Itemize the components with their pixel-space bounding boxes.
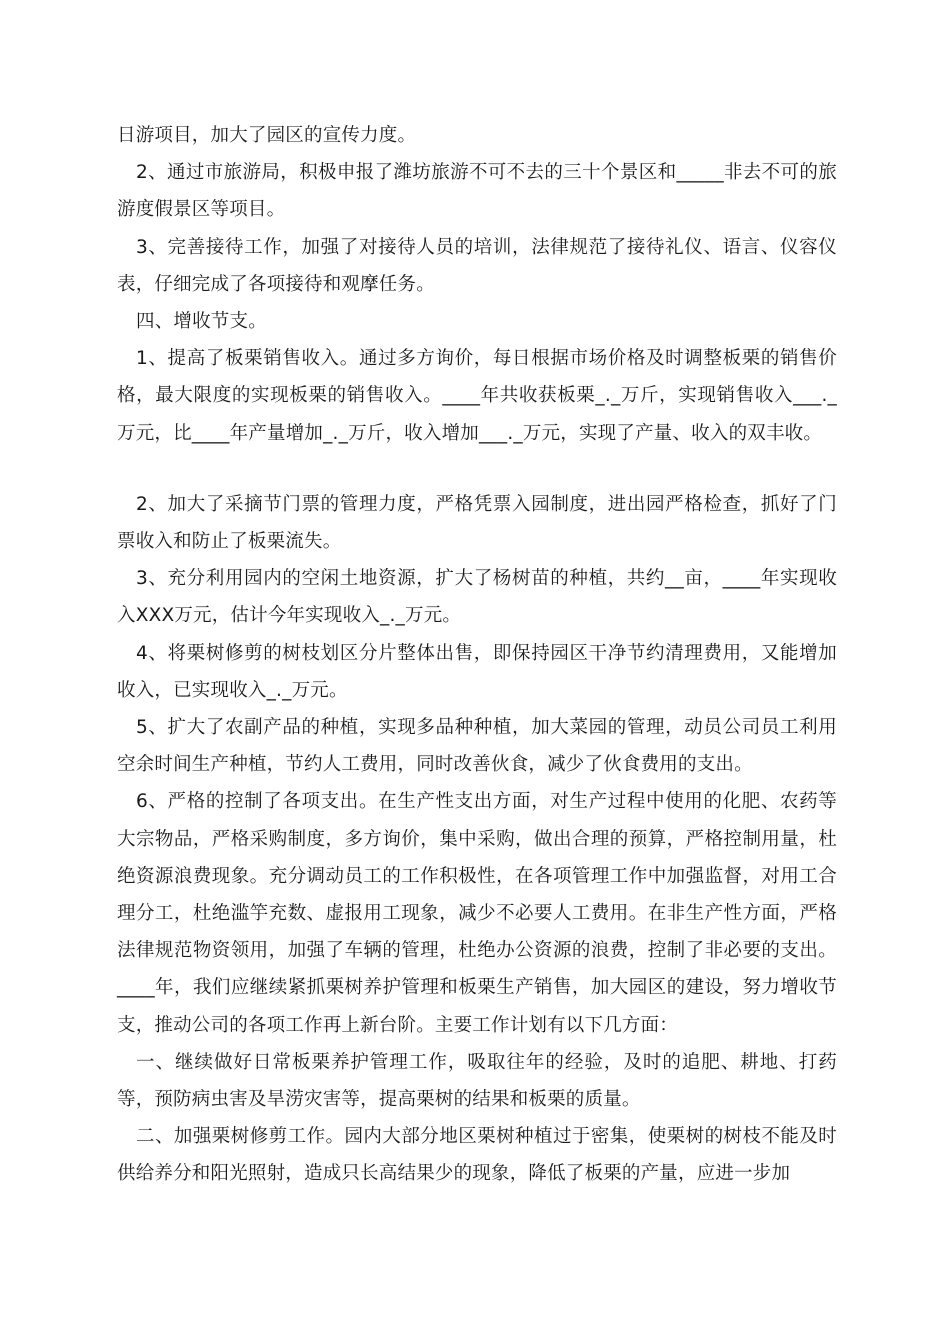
paragraph-plan-1: 一、继续做好日常板栗养护管理工作，吸取往年的经验，及时的追肥、耕地、打药等，预防病虫害及旱涝灾害等，提高栗树的结果和板栗的质量。 [117,1051,837,1111]
paragraph-continuation: 日游项目，加大了园区的宣传力度。 [117,125,417,146]
paragraph-item-6-expenses: 6、严格的控制了各项支出。在生产性支出方面，对生产过程中使用的化肥、农药等大宗物品，严格采购制度，多方询价，集中采购，做出合理的预算，严格控制用量，杜绝资源浪费现象。充分调动员工的工作积极性，在各项管理工作中加强监督，对用工合理分工，杜绝滥竽充数、虚报用工现象，减少不必要人工费用。在非生产性方面，严格法律规范物资领用，加强了车辆的管理，杜绝办公资源的浪费，控制了非必要的支出。____年，我们应继续紧抓栗树养护管理和板栗生产销售，加大园区的建设，努力增收节支，推动公司的各项工作再上新台阶。主要工作计划有以下几方面： [117,791,837,1036]
paragraph-item-3-land: 3、充分利用园内的空闲土地资源，扩大了杨树苗的种植，共约__亩，____年实现收入XXX万元，估计今年实现收入_._万元。 [117,568,837,627]
paragraph-item-1-sales: 1、提高了板栗销售收入。通过多方询价，每日根据市场价格及时调整板栗的销售价格，最大限度的实现板栗的销售收入。____年共收获板栗_._万斤，实现销售收入___._万元，比____年产量增加_._万斤，收入增加___._万元，实现了产量、收入的双丰收。 [117,348,837,444]
section-heading-4: 四、增收节支。 [136,311,267,333]
paragraph-item-2-tourism: 2、通过市旅游局，积极申报了潍坊旅游不可不去的三十个景区和_____非去不可的旅游度假景区等项目。 [117,162,837,221]
paragraph-item-5-farming: 5、扩大了农副产品的种植，实现多品种种植，加大菜园的管理，动员公司员工利用空余时间生产种植，节约人工费用，同时改善伙食，减少了伙食费用的支出。 [117,717,837,776]
paragraph-plan-2: 二、加强栗树修剪工作。园内大部分地区栗树种植过于密集，使栗树的树枝不能及时供给养分和阳光照射，造成只长高结果少的现象，降低了板栗的产量，应进一步加 [117,1126,837,1185]
paragraph-item-2-tickets: 2、加大了采摘节门票的管理力度，严格凭票入园制度，进出园严格检查，抓好了门票收入和防止了板栗流失。 [117,493,837,553]
paragraph-item-3-reception: 3、完善接待工作，加强了对接待人员的培训，法律规范了接待礼仪、语言、仪容仪表，仔细完成了各项接待和观摩任务。 [117,236,837,295]
document-body [117,117,837,1193]
paragraph-item-4-branches: 4、将栗树修剪的树枝划区分片整体出售，即保持园区干净节约清理费用，又能增加收入，已实现收入_._万元。 [117,642,837,701]
